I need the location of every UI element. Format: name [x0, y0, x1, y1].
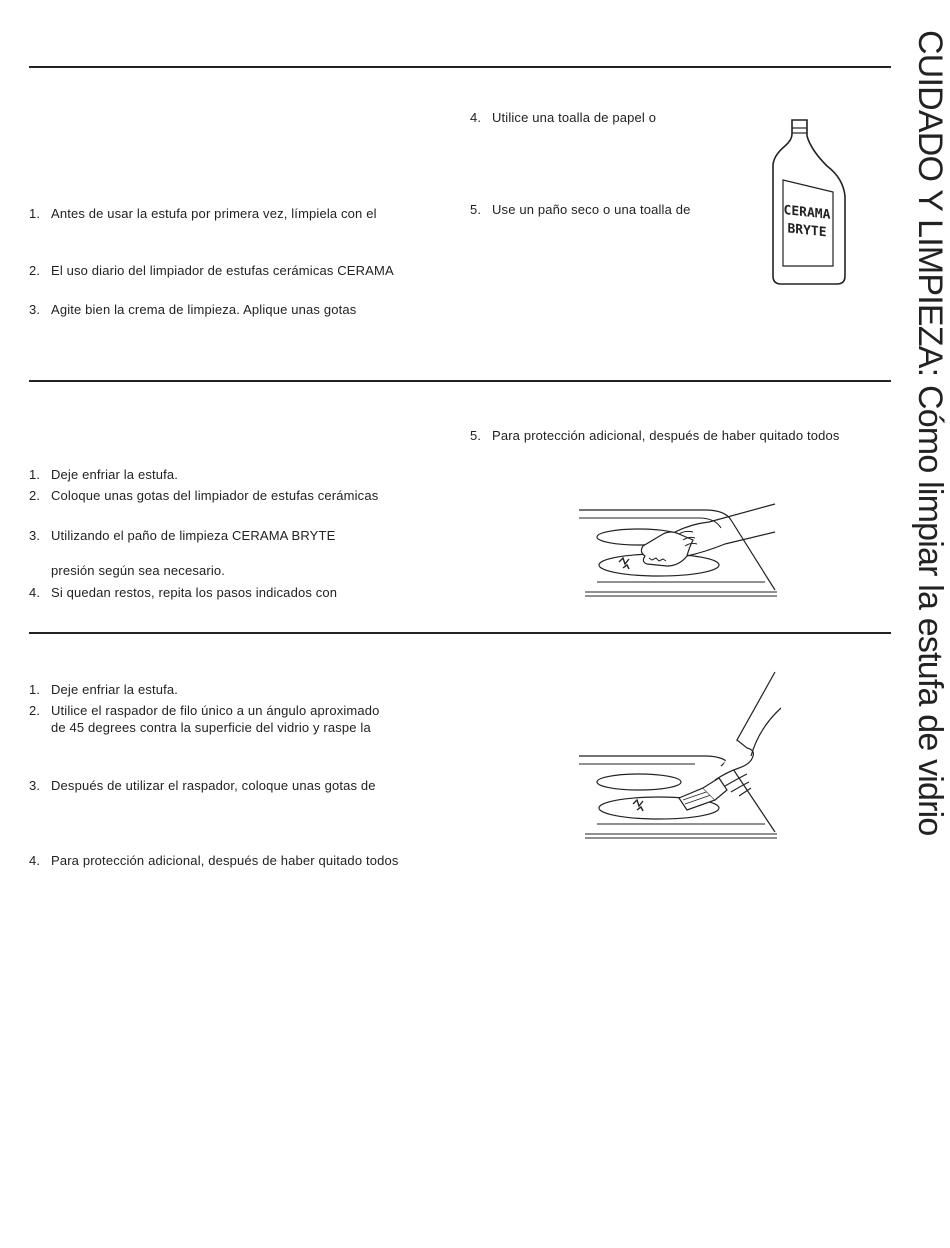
list-item: 4. Si quedan restos, repita los pasos indicados con: [29, 585, 338, 600]
list-item: 2. Coloque unas gotas del limpiador de estufas cerámicas: [29, 488, 379, 503]
list-item: 4. Para protección adicional, después de haber quitado todos: [29, 853, 399, 868]
list-item: 1. Deje enfriar la estufa.: [29, 467, 179, 482]
section-divider-bottom: [29, 632, 891, 634]
list-item: 1. Deje enfriar la estufa.: [29, 682, 179, 697]
side-title: [900, 30, 950, 860]
section-divider-middle: [29, 380, 891, 382]
list-item: 2. El uso diario del limpiador de estufas cerámicas CERAMA: [29, 263, 394, 278]
list-item: de 45 degrees contra la superficie del vidrio y raspe la: [51, 720, 371, 735]
side-title-text: CUIDADO Y LIMPIEZA: Cómo limpiar la estufa de vidrio: [911, 30, 949, 836]
bottle-label-line2: BRYTE: [787, 221, 827, 241]
bottle-label-line1: CERAMA: [783, 202, 831, 223]
list-item: 3. Utilizando el paño de limpieza CERAMA BRYTE: [29, 528, 336, 543]
list-item: 3. Agite bien la crema de limpieza. Aplique unas gotas: [29, 302, 357, 317]
scraping-cooktop-illustration: [575, 668, 781, 844]
cleaner-bottle-illustration: [765, 116, 855, 292]
list-item: 5. Para protección adicional, después de haber quitado todos: [470, 428, 840, 443]
list-item: 5. Use un paño seco o una toalla de: [470, 202, 691, 217]
section-divider-top: [29, 66, 891, 68]
wiping-cooktop-illustration: [575, 500, 781, 600]
list-item: 1. Antes de usar la estufa por primera vez, límpiela con el: [29, 206, 377, 221]
list-item: 4. Utilice una toalla de papel o: [470, 110, 657, 125]
list-item: presión según sea necesario.: [51, 563, 226, 578]
list-item: 2. Utilice el raspador de filo único a un ángulo aproximado: [29, 703, 380, 718]
list-item: 3. Después de utilizar el raspador, coloque unas gotas de: [29, 778, 376, 793]
